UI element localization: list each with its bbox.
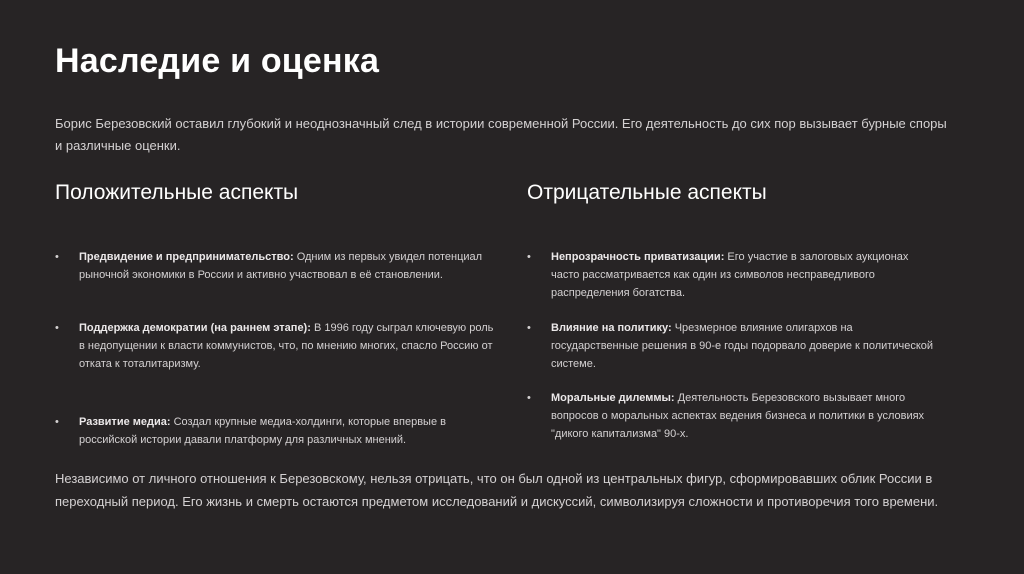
negative-aspects-heading: Отрицательные аспекты: [527, 181, 767, 204]
negative-aspects-column: [527, 178, 957, 440]
bullet-icon: •: [55, 251, 59, 263]
bullet-icon: •: [527, 251, 531, 263]
item-text: Создал крупные медиа-холдинги, которые впервые в российской истории давали платформу для различных мнений.: [79, 416, 446, 446]
item-text: Чрезмерное влияние олигархов на государственные решения в 90-е годы подорвало доверие к политической системе.: [551, 322, 934, 370]
item-title: Предвидение и предпринимательство:: [79, 251, 294, 263]
item-title: Поддержка демократии (на раннем этапе):: [79, 322, 311, 334]
intro-paragraph: Борис Березовский оставил глубокий и неоднозначный след в истории современной России. Его деятельность до сих пор вызывает бурные споры и различные оценки.: [55, 116, 947, 153]
list-item: [55, 248, 500, 284]
positive-aspects-column: [55, 178, 505, 446]
bullet-icon: •: [527, 322, 531, 334]
bullet-icon: •: [55, 416, 59, 428]
item-text: Его участие в залоговых аукционах часто рассматривается как один из символов несправедливого распределения богатства.: [551, 251, 909, 299]
conclusion-paragraph: Независимо от личного отношения к Березовскому, нельзя отрицать, что он был одной из центральных фигур, сформировавших облик России в переходный период. Его жизнь и смерть остаются предметом исследований и дискуссий, символизируя сложности и противоречия того времени.: [55, 471, 939, 509]
positive-aspects-heading: Положительные аспекты: [55, 181, 299, 204]
item-title: Влияние на политику:: [551, 322, 672, 334]
list-item: [527, 319, 939, 373]
bullet-icon: •: [527, 392, 531, 404]
item-text: Деятельность Березовского вызывает много вопросов о моральных аспектах ведения бизнеса и политики в условиях "дикого капитализма" 90-х.: [551, 392, 925, 440]
bullet-icon: •: [55, 322, 59, 334]
item-text: В 1996 году сыграл ключевую роль в недопущении к власти коммунистов, что, по мнению многих, спасло Россию от отката к тоталитаризму.: [79, 322, 494, 370]
item-title: Моральные дилеммы:: [551, 392, 675, 404]
list-item: [527, 248, 939, 302]
page-title: Наследие и оценка: [55, 42, 380, 80]
item-text: Одним из первых увидел потенциал рыночной экономики в России и активно участвовал в её становлении.: [79, 251, 483, 281]
item-title: Развитие медиа:: [79, 416, 171, 428]
list-item: [55, 413, 500, 449]
list-item: [55, 319, 500, 373]
list-item: [527, 389, 939, 443]
item-title: Непрозрачность приватизации:: [551, 251, 725, 263]
